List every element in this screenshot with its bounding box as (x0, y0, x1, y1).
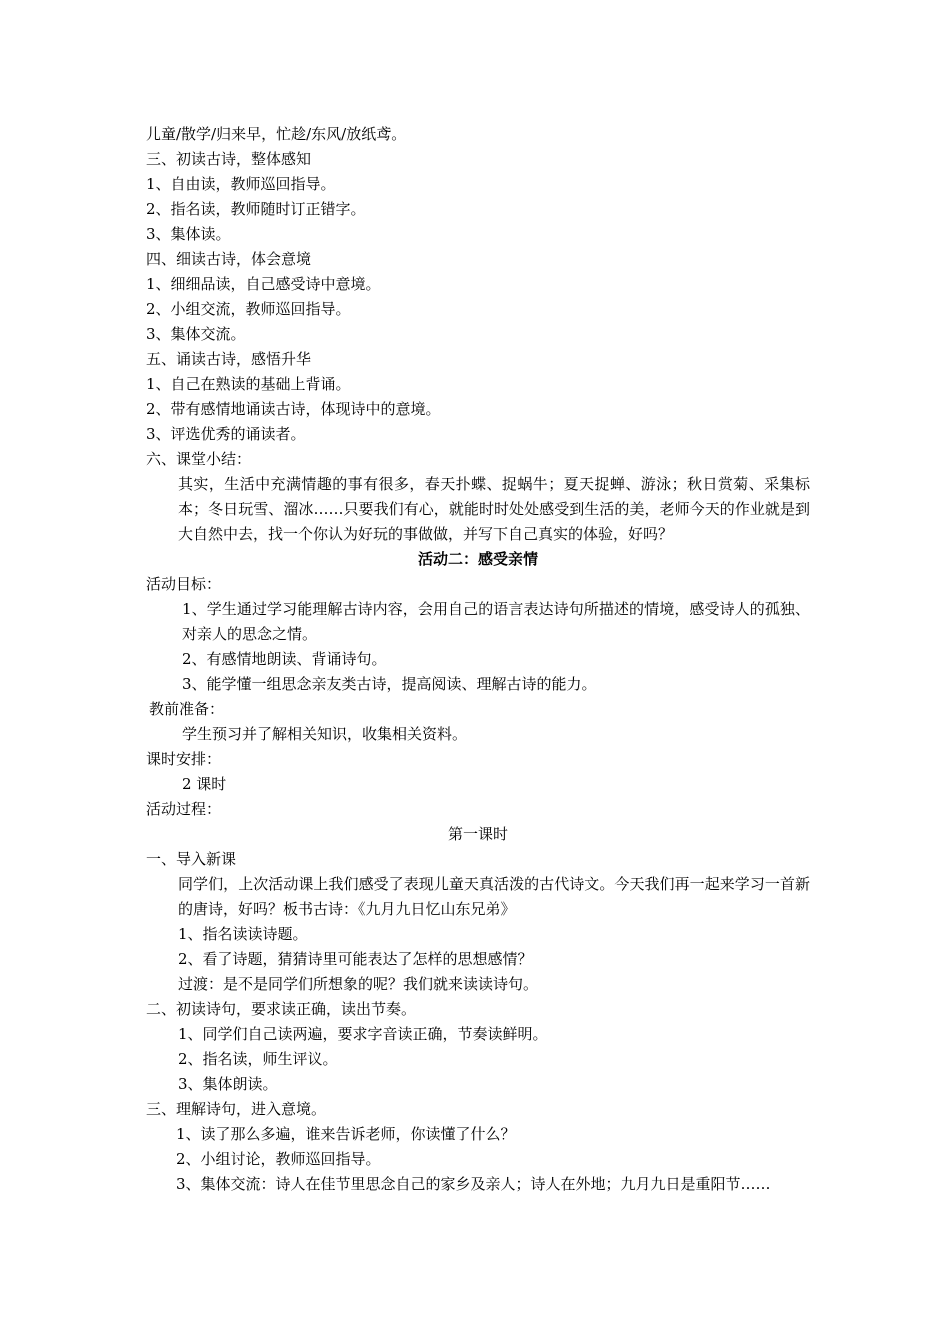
summary-paragraph: 其实，生活中充满情趣的事有很多，春天扑蝶、捉蜗牛；夏天捉蝉、游泳；秋日赏菊、采集标本；冬日玩雪、溜冰……只要我们有心，就能时时处处感受到生活的美，老师今天的作业就是到大自然中去，找一个你认为好玩的事做做，并写下自己真实的体验，好吗？ (178, 475, 810, 543)
list-item: 1、自己在熟读的基础上背诵。 (146, 375, 351, 393)
list-item: 3、集体交流。 (146, 325, 246, 343)
activity-title: 活动二：感受亲情 (417, 550, 538, 568)
section-heading: 四、细读古诗，体会意境 (146, 250, 312, 268)
section-heading: 一、导入新课 (146, 850, 237, 868)
list-item: 3、集体读。 (146, 225, 231, 243)
label-schedule: 课时安排： (146, 750, 222, 768)
document-body (146, 122, 810, 1197)
list-item: 2、看了诗题，猜猜诗里可能表达了怎样的思想感情？ (178, 950, 533, 968)
label-preparation: 教前准备： (149, 700, 225, 718)
section-heading: 二、初读诗句，要求读正确，读出节奏。 (146, 1000, 417, 1018)
list-item: 3、集体交流：诗人在佳节里思念自己的家乡及亲人；诗人在外地；九月九日是重阳节…… (176, 1175, 771, 1193)
section-heading: 三、初读古诗，整体感知 (146, 150, 312, 168)
list-item: 1、同学们自己读两遍，要求字音读正确，节奏读鲜明。 (178, 1025, 548, 1043)
preparation-text: 学生预习并了解相关知识，收集相关资料。 (182, 725, 468, 743)
section-heading: 三、理解诗句，进入意境。 (146, 1100, 327, 1118)
list-item: 1、细细品读，自己感受诗中意境。 (146, 275, 381, 293)
list-item: 2、小组交流，教师巡回指导。 (146, 300, 351, 318)
list-item: 3、评选优秀的诵读者。 (146, 425, 306, 443)
list-item: 3、集体朗读。 (178, 1075, 278, 1093)
list-item: 1、读了那么多遍，谁来告诉老师，你读懂了什么？ (176, 1125, 516, 1143)
list-item: 1、自由读，教师巡回指导。 (146, 175, 336, 193)
schedule-text: 2 课时 (182, 775, 227, 793)
list-item: 1、指名读读诗题。 (178, 925, 308, 943)
objective-item: 1、学生通过学习能理解古诗内容，会用自己的语言表达诗句所描述的情境，感受诗人的孤独、对亲人的思念之情。 (182, 600, 810, 643)
list-item: 2、带有感情地诵读古诗，体现诗中的意境。 (146, 400, 441, 418)
intro-paragraph: 同学们，上次活动课上我们感受了表现儿童天真活泼的古代诗文。今天我们再一起来学习一首新的唐诗，好吗？板书古诗：《九月九日忆山东兄弟》 (178, 875, 810, 918)
label-objectives: 活动目标： (146, 575, 222, 593)
section-heading: 五、诵读古诗，感悟升华 (146, 350, 312, 368)
objective-item: 3、能学懂一组思念亲友类古诗，提高阅读、理解古诗的能力。 (182, 675, 597, 693)
objective-item: 2、有感情地朗读、背诵诗句。 (182, 650, 387, 668)
list-item: 2、小组讨论，教师巡回指导。 (176, 1150, 381, 1168)
label-process: 活动过程： (146, 800, 222, 818)
lesson-title: 第一课时 (447, 825, 508, 843)
transition-text: 过渡：是不是同学们所想象的呢？我们就来读读诗句。 (178, 975, 539, 993)
list-item: 2、指名读，教师随时订正错字。 (146, 200, 366, 218)
list-item: 2、指名读，师生评议。 (178, 1050, 338, 1068)
section-heading: 六、课堂小结： (146, 450, 252, 468)
poem-line: 儿童/散学/归来早，忙趁/东风/放纸鸢。 (146, 125, 407, 143)
